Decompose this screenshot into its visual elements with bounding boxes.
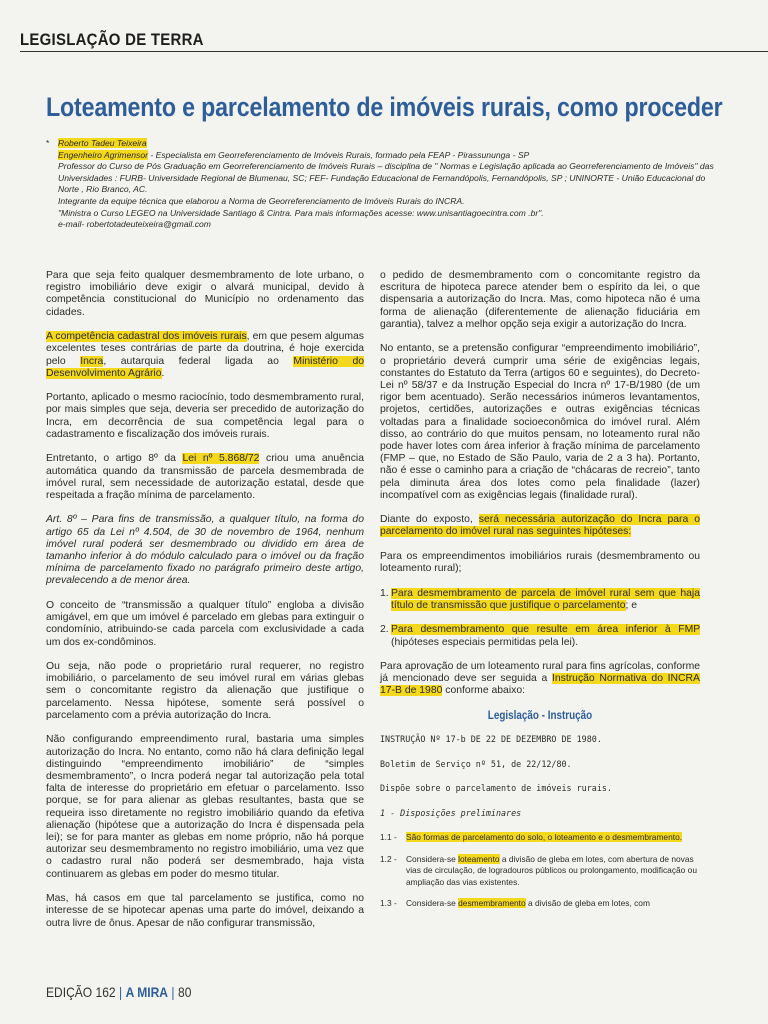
paragraph: Portanto, aplicado o mesmo raciocínio, todo desmembramento rural, por mais simples que seja, deveria ser precedido de autorização do Incra, em decorrência de sua competência legal para o cadastramento e fiscalização dos imóveis rurais. [46, 392, 364, 440]
footer-separator: | [119, 984, 123, 1000]
item-number: 1.2 - [380, 853, 397, 864]
text: , em que pesem algumas excelentes teses contrárias de parte da doutrina, é hoje exercida pelo [46, 331, 364, 367]
instruction-title: INSTRUÇÃO Nº 17-b DE 22 DE DEZEMBRO DE 1980. [380, 734, 602, 745]
item-number: 1.1 - [380, 832, 397, 843]
text: Considera-se [406, 853, 459, 864]
subheading: Legislação - Instrução [487, 709, 593, 722]
text: a divisão de gleba em lotes, com abertura de novas vias de circulação, de logradouros públicos ou prolongamento, modificação ou ampliação das vias existentes. [406, 853, 697, 887]
highlight: loteamento [458, 853, 500, 864]
instruction-item [380, 832, 700, 844]
author-box [46, 138, 726, 231]
highlight: será necessária autorização do Incra para o parcelamento do imóvel rural nas seguintes hipóteses: [380, 514, 700, 538]
author-bullet: * [46, 138, 50, 148]
text: ; e [625, 599, 638, 611]
highlight: Lei nº 5.868/72 [182, 453, 260, 465]
highlight: A competência cadastral dos imóveis rurais [46, 331, 247, 343]
highlight: Para desmembramento de parcela de imóvel rural sem que haja título de transmissão que justifique o parcelamento [391, 587, 700, 611]
paragraph: Para os empreendimentos imobiliários rurais (desmembramento ou loteamento rural); [380, 550, 700, 575]
list-number: 1. [380, 587, 389, 599]
author-role-rest: - Especialista em Georreferenciamento de Imóveis Rurais, formado pela FEAP - Pirassununga - SP [147, 149, 530, 160]
list-number: 2. [380, 624, 389, 636]
author-line-3: "Ministra o Curso LEGEO na Universidade Santiago & Cintra. Para mais informações acesse: www.unisantiagoecintra.com .br". [58, 207, 544, 218]
list-item [380, 624, 700, 648]
law-quote: Art. 8º – Para fins de transmissão, a qualquer título, na forma do artigo 65 da Lei nº 4.504, de 30 de novembro de 1964, nenhum imóvel rural poderá ser desmembrado ou dividido em área de tamanho inferior à do módulo calculado para o imóvel ou da fração mínima de parcelamento fixado no parágrafo primeiro deste artigo, prevalecendo a de menor área. [46, 514, 364, 587]
text: . [161, 367, 165, 379]
instruction-subject: Dispõe sobre o parcelamento de imóveis rurais. [380, 783, 612, 794]
paragraph: Para que seja feito qualquer desmembramento de lote urbano, o registro imobiliário deve exigir o alvará municipal, devido à competência constitucional do Município no ordenamento das cidades. [46, 270, 364, 318]
text: Para aprovação de um loteamento rural para fins agrícolas, conforme já mencionado deve ser seguida a [380, 661, 700, 685]
section-header [20, 30, 768, 52]
article-title: Loteamento e parcelamento de imóveis rurais, como proceder [46, 92, 723, 122]
list-item [380, 588, 700, 612]
item-number: 1.3 - [380, 898, 397, 909]
instruction-item [380, 854, 700, 889]
paragraph: Não configurando empreendimento rural, bastaria uma simples autorização do Incra. No entanto, como não há clara definição legal distinguindo “empreendimento imobiliário” de “simples desmembramento”, o Incra poderá negar tal autorização pela total falta de interesse do proprietário em efetuar o parcelamento. Isso porque, se for para alienar as glebas resultantes, basta que se requeira isso diretamente no registro imobiliário quando da efetiva alienação (hipótese que a autorização do Incra é dispensada pela lei); se for para manter as glebas em nome próprio, não há porque autorizar seu desmembramento no registro imobiliário, uma vez que o cadastro rural não poderá ser desmembrado, haja vista continuarem as glebas em poder do mesmo titular. [46, 734, 364, 880]
author-name: Roberto Tadeu Teixeira [58, 138, 147, 148]
text: Entretanto, o artigo 8º da [46, 453, 183, 465]
column-left [46, 270, 364, 942]
text: (hipóteses especiais permitidas pela lei). [391, 636, 579, 648]
column-right [380, 270, 700, 920]
paragraph [46, 453, 364, 502]
highlight: Ministério do Desenvolvimento Agrário [46, 355, 364, 379]
footer-separator: | [171, 984, 175, 1000]
instruction-bulletin: Boletim de Serviço nº 51, de 22/12/80. [380, 758, 572, 769]
author-role: Engenheiro Agrimensor [58, 149, 148, 160]
paragraph [380, 514, 700, 538]
paragraph: O conceito de “transmissão a qualquer título” engloba a divisão amigável, em que um imóvel é parcelado em glebas para extinguir o condomínio, atribuindo-se cada parcela com exclusividade a cada um dos ex-condôminos. [46, 599, 364, 648]
highlight: Instrução Normativa do INCRA 17-B de 1980 [380, 673, 700, 697]
paragraph: Ou seja, não pode o proprietário rural requerer, no registro imobiliário, o parcelamento de seu imóvel rural em várias glebas sem o concomitante registro da alienação que justifique o parcelamento. Nessa hipótese, somente será possível o parcelamento com a prévia autorização do Incra. [46, 661, 364, 721]
instruction-section: 1 - Disposições preliminares [380, 807, 522, 818]
author-email: e-mail- robertotadeuteixeira@gmail.com [58, 219, 211, 230]
section-header-text: LEGISLAÇÃO DE TERRA [20, 30, 204, 49]
paragraph: No entanto, se a pretensão configurar “empreendimento imobiliário”, o proprietário deverá cumprir uma série de exigências legais, constantes do Estatuto da Terra (artigos 60 e seguintes), do Decreto-Lei nº 58/37 e da Instrução Especial do Incra nº 17-B/1980 (de um rigor bem acentuado). Serão necessários inúmeros levantamentos, projetos, certidões, autorizações e outras exigências técnicas voltadas para a finalidade socioeconômica do imóvel rural. Além disso, ao contrário do que muitos pensam, no loteamento rural não pode haver lotes com área inferior à fração mínima de parcelamento (FMP – que, no Estado de São Paulo, varia de 2 a 3 ha). Portanto, não é esse o caminho para a criação de “chácaras de recreio”, tanto pela diminuta área dos lotes como pela finalidade (lazer) incompatível com as exigências legais (finalidade rural). [380, 343, 700, 501]
highlight: desmembramento [458, 898, 526, 909]
author-line-1: Professor do Curso de Pós Graduação em Georreferenciamento de Imóveis Rurais – disciplina de " Normas e Legislação aplicada ao Georreferenciamento de Imóveis" das Universidades : FURB- Universidade Regional de Blumenau, SC; FEF- Fundação Educacional de Fernandópolis, Fernandópolis, SP ; UNINORTE - União Educacional do Norte , Rio Branco, AC. [58, 161, 714, 195]
edition-label: EDIÇÃO 162 [46, 984, 116, 1000]
text: criou uma anuência automática quando da transmissão de parcela desmembrada de imóvel rural, sem necessidade de autorização estatal, desde que respeitada a fração mínima de parcelamento. [46, 453, 364, 501]
magazine-name: A MIRA [125, 984, 168, 1000]
author-line-2: Integrante da equipe técnica que elaborou a Norma de Georreferenciamento de Imóveis Rurais do INCRA. [58, 195, 465, 206]
text: , autarquia federal ligada ao [103, 355, 294, 367]
page-number: 80 [177, 984, 192, 1000]
text: Diante do exposto, [380, 514, 479, 526]
paragraph [46, 331, 364, 380]
page-footer [46, 984, 191, 1000]
highlight: Para desmembramento que resulte em área inferior à FMP [391, 624, 700, 636]
text: a divisão de gleba em lotes, com [525, 898, 650, 909]
highlight: São formas de parcelamento do solo, o loteamento e o desmembramento. [406, 832, 683, 843]
highlight: Incra [80, 355, 104, 367]
paragraph [380, 661, 700, 698]
instruction-item [380, 898, 700, 910]
paragraph: o pedido de desmembramento com o concomitante registro da escritura de hipoteca parece atender bem o espírito da lei, o que dispensaria a autorização do Incra. Mas, como hipoteca não é uma forma de alienação (diferentemente de alienação fiduciária em garantia), talvez a melhor opção seja exigir a autorização do Incra. [380, 270, 700, 330]
paragraph: Mas, há casos em que tal parcelamento se justifica, como no interesse de se hipotecar apenas uma parte do imóvel, deixando a outra livre de ônus. Apesar de não configurar transmissão, [46, 893, 364, 929]
text: conforme abaixo: [442, 685, 525, 697]
text: Considera-se [406, 898, 459, 909]
